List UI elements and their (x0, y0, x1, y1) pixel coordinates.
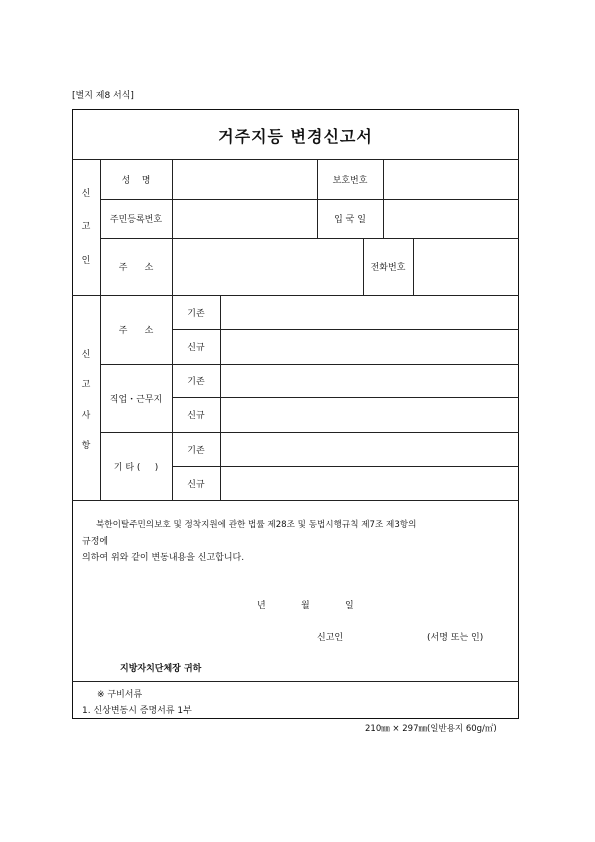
address-field[interactable] (176, 238, 359, 295)
side-char: 신 (81, 189, 91, 200)
signature-note: (서명 또는 인) (427, 633, 484, 643)
statement-line-3: 의하여 위와 같이 변동내용을 신고합니다. (82, 553, 245, 563)
side-char: 신 (81, 349, 91, 360)
divider (172, 159, 173, 295)
new-other-field[interactable] (224, 466, 515, 500)
new-label: 신규 (187, 411, 205, 421)
existing-address-field[interactable] (224, 295, 515, 329)
job-workplace-label: 직업・근무지 (109, 394, 163, 405)
statement-line-1: 북한이탈주민의보호 및 정착지원에 관한 법률 제28조 및 동법시행규칙 제7조 제3항의 (96, 520, 417, 530)
side-char: 인 (81, 255, 91, 266)
phone-label: 전화번호 (370, 263, 406, 273)
change-address-label: 주 소 (118, 326, 154, 336)
form-title: 거주지등 변경신고서 (218, 127, 373, 146)
divider (72, 681, 519, 682)
existing-label: 기존 (187, 445, 205, 456)
year-label: 년 (257, 601, 266, 611)
items-section-label (72, 338, 100, 460)
new-address-field[interactable] (224, 329, 515, 364)
form-reference: [별지 제8 서식] (72, 91, 134, 101)
protect-no-field[interactable] (387, 159, 515, 199)
side-char: 고 (81, 222, 91, 233)
existing-label: 기존 (187, 308, 205, 319)
existing-other-field[interactable] (224, 432, 515, 466)
side-char: 고 (81, 380, 91, 391)
divider (72, 500, 519, 501)
rrn-field[interactable] (176, 199, 313, 238)
name-label: 성 명 (121, 175, 151, 186)
day-label: 일 (345, 601, 354, 611)
statement-line-2: 규정에 (82, 537, 109, 547)
name-field[interactable] (176, 159, 313, 199)
new-job-field[interactable] (224, 397, 515, 432)
side-char: 사 (81, 410, 91, 421)
documents-item: 1. 신상변동시 증명서류 1부 (82, 706, 192, 716)
address-label: 주 소 (118, 263, 154, 273)
existing-label: 기존 (187, 377, 205, 387)
month-label: 월 (301, 601, 310, 611)
protect-no-label: 보호번호 (332, 175, 368, 186)
other-label: 기 타 ( ) (113, 462, 159, 473)
documents-heading: ※ 구비서류 (97, 690, 143, 700)
new-label: 신규 (187, 479, 205, 490)
divider (220, 295, 221, 500)
existing-job-field[interactable] (224, 364, 515, 397)
new-label: 신규 (187, 343, 205, 353)
divider (383, 159, 384, 238)
addressee: 지방자치단체장 귀하 (120, 664, 202, 674)
reporter-section-label (72, 176, 100, 276)
divider (413, 238, 414, 295)
signer-label: 신고인 (317, 633, 344, 643)
rrn-label: 주민등록번호 (109, 215, 163, 225)
side-char: 항 (81, 441, 91, 452)
paper-spec: 210㎜ × 297㎜(일반용지 60g/㎡) (365, 724, 497, 734)
phone-field[interactable] (417, 238, 515, 295)
entry-date-label: 입 국 일 (334, 215, 366, 225)
entry-date-field[interactable] (387, 199, 515, 238)
